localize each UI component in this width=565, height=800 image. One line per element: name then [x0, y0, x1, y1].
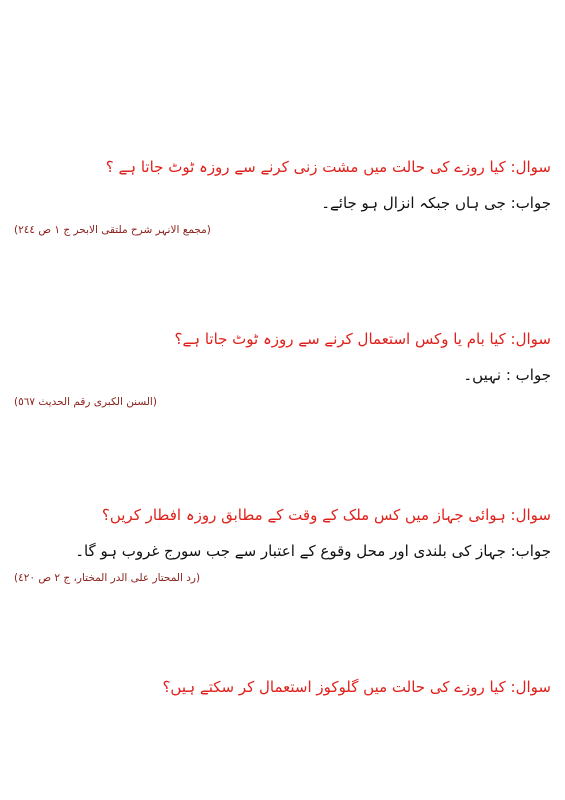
qa-entry-1	[14, 156, 551, 238]
answer-text: جواب : نہیں۔	[463, 366, 551, 384]
qa-entry-2	[14, 328, 551, 410]
question-text: سوال: کیا روزے کی حالت میں گلوکوز استعمال کر سکتے ہیں؟	[162, 678, 551, 696]
question-text: سوال: کیا روزے کی حالت میں مشت زنی کرنے سے روزہ ٹوٹ جاتا ہے ؟	[105, 158, 551, 176]
reference-citation: (السنن الکبری رقم الحدیث ٥٦٧)	[14, 396, 157, 408]
reference-citation: (مجمع الانہر شرح ملتقی الابحر ج ١ ص ٢٤٤)	[14, 224, 211, 236]
question-text: سوال: کیا بام یا وکس استعمال کرنے سے روزہ ٹوٹ جاتا ہے؟	[174, 330, 551, 348]
answer-text: جواب: جی ہاں جبکہ انزال ہو جائے۔	[321, 194, 551, 212]
reference-citation: (رد المحتار علی الدر المختار، ج ٢ ص ٤٢٠)	[14, 572, 201, 584]
qa-entry-4	[14, 676, 551, 698]
question-text: سوال: ہوائی جہاز میں کس ملک کے وقت کے مطابق روزہ افطار کریں؟	[101, 506, 551, 524]
qa-entry-3	[14, 504, 551, 586]
answer-text: جواب: جہاز کی بلندی اور محل وقوع کے اعتبار سے جب سورج غروب ہو گا۔	[75, 542, 551, 560]
